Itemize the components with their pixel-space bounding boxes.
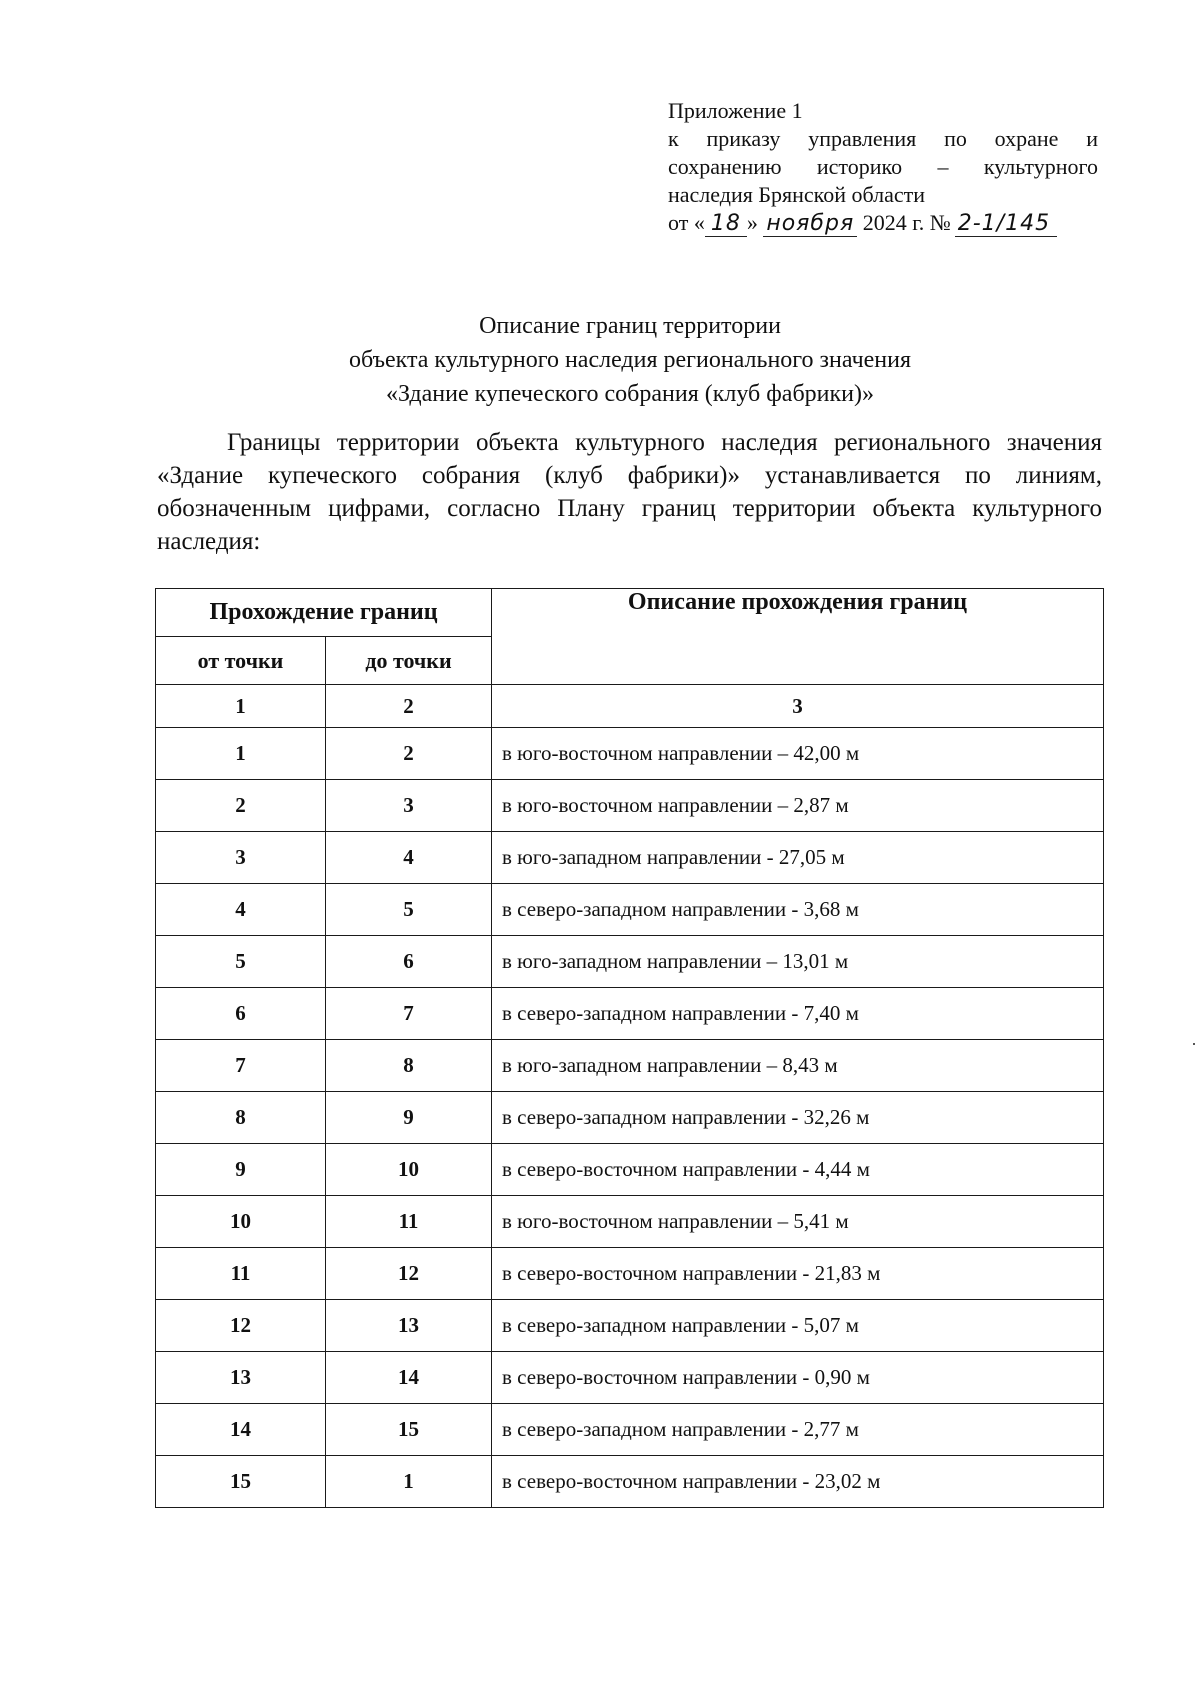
from-point-cell: 3 [156,832,326,884]
description-cell: в северо-западном направлении - 2,77 м [492,1404,1104,1456]
from-point-cell: 7 [156,1040,326,1092]
to-point-cell: 7 [326,988,492,1040]
appendix-header [668,97,1098,237]
title-line-1: Описание границ территории [479,313,781,339]
from-point-cell: 14 [156,1404,326,1456]
from-point-cell: 15 [156,1456,326,1508]
boundaries-table [155,588,1104,1508]
column-number: 2 [326,685,492,728]
table-row [156,1144,1104,1196]
description-cell: в северо-западном направлении - 7,40 м [492,988,1104,1040]
description-cell: в северо-восточном направлении - 4,44 м [492,1144,1104,1196]
order-date-line [668,209,1098,237]
description-cell: в юго-восточном направлении – 42,00 м [492,728,1104,780]
from-point-cell: 8 [156,1092,326,1144]
to-point-cell: 12 [326,1248,492,1300]
to-point-cell: 3 [326,780,492,832]
description-cell: в северо-западном направлении - 5,07 м [492,1300,1104,1352]
appendix-title: Приложение 1 [668,98,803,123]
to-point-cell: 1 [326,1456,492,1508]
from-point-cell: 12 [156,1300,326,1352]
handwritten-month: ноября [763,212,857,237]
header-boundary-passage: Прохождение границ [156,589,492,637]
description-cell: в юго-восточном направлении – 2,87 м [492,780,1104,832]
description-cell: в юго-восточном направлении – 5,41 м [492,1196,1104,1248]
header-from-point: от точки [156,637,326,685]
table-row [156,1352,1104,1404]
column-number: 1 [156,685,326,728]
from-point-cell: 13 [156,1352,326,1404]
appendix-line-3: сохранению историко – культурного [668,154,1098,179]
table-row [156,1248,1104,1300]
from-point-cell: 2 [156,780,326,832]
to-point-cell: 2 [326,728,492,780]
table-row [156,728,1104,780]
appendix-line-4: наследия Брянской области [668,182,926,207]
to-point-cell: 13 [326,1300,492,1352]
table-row [156,936,1104,988]
from-point-cell: 4 [156,884,326,936]
date-mid: » [746,210,758,235]
table-row [156,780,1104,832]
from-point-cell: 1 [156,728,326,780]
date-prefix: от « [668,210,705,235]
description-cell: в северо-западном направлении - 3,68 м [492,884,1104,936]
to-point-cell: 8 [326,1040,492,1092]
to-point-cell: 4 [326,832,492,884]
table-row [156,1456,1104,1508]
from-point-cell: 5 [156,936,326,988]
header-to-point: до точки [326,637,492,685]
scan-speck [1193,1043,1195,1045]
document-title [150,309,1110,411]
table-row [156,1196,1104,1248]
description-cell: в юго-западном направлении - 27,05 м [492,832,1104,884]
description-cell: в юго-западном направлении – 8,43 м [492,1040,1104,1092]
handwritten-day: 18 [705,212,747,237]
description-cell: в северо-восточном направлении - 21,83 м [492,1248,1104,1300]
table-row [156,1404,1104,1456]
to-point-cell: 6 [326,936,492,988]
to-point-cell: 5 [326,884,492,936]
table-row [156,1040,1104,1092]
description-cell: в юго-западном направлении – 13,01 м [492,936,1104,988]
title-line-3: «Здание купеческого собрания (клуб фабрики)» [385,381,875,407]
to-point-cell: 10 [326,1144,492,1196]
from-point-cell: 9 [156,1144,326,1196]
table-row [156,1300,1104,1352]
intro-paragraph: Границы территории объекта культурного наследия регионального значения «Здание купеческого собрания (клуб фабрики)» устанавливается по линиям, обозначенным цифрами, согласно Плану границ территории объекта культурного наследия: [157,429,1102,555]
title-line-2: объекта культурного наследия регионального значения [348,347,912,373]
table-row [156,832,1104,884]
to-point-cell: 11 [326,1196,492,1248]
date-year: 2024 г. № [862,210,951,235]
table-row [156,988,1104,1040]
table-row [156,1092,1104,1144]
to-point-cell: 15 [326,1404,492,1456]
from-point-cell: 10 [156,1196,326,1248]
header-boundary-description: Описание прохождения границ [492,589,1104,685]
description-cell: в северо-западном направлении - 32,26 м [492,1092,1104,1144]
column-number: 3 [492,685,1104,728]
description-cell: в северо-восточном направлении - 0,90 м [492,1352,1104,1404]
from-point-cell: 6 [156,988,326,1040]
to-point-cell: 14 [326,1352,492,1404]
to-point-cell: 9 [326,1092,492,1144]
appendix-line-2: к приказу управления по охране и [668,126,1098,151]
description-cell: в северо-восточном направлении - 23,02 м [492,1456,1104,1508]
handwritten-order-number: 2-1/145 [955,212,1057,237]
from-point-cell: 11 [156,1248,326,1300]
table-row [156,884,1104,936]
